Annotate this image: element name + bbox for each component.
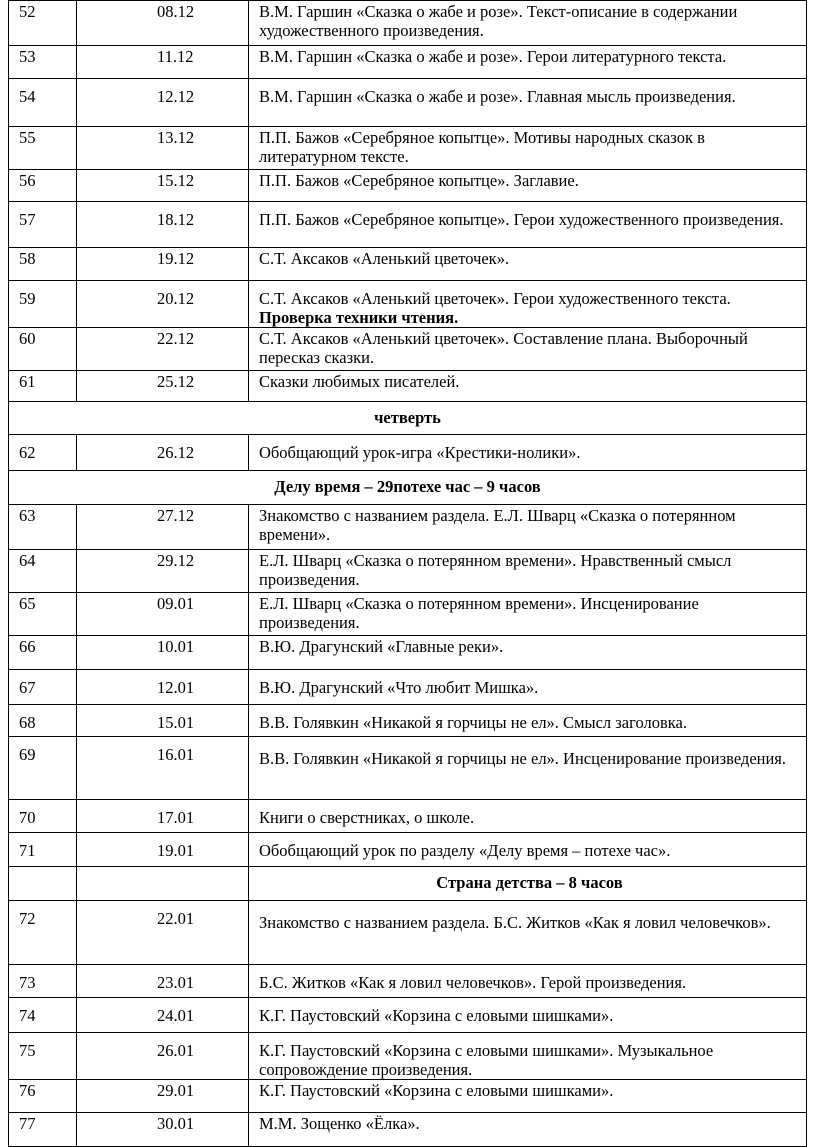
lesson-topic-text: С.Т. Аксаков «Аленький цветочек». Герои художественного текста. [259,289,731,308]
empty-cell [9,867,77,901]
lesson-date: 15.12 [77,170,249,202]
lesson-date: 12.12 [77,79,249,127]
lesson-date: 13.12 [77,127,249,170]
section-row [9,471,807,505]
lesson-number: 56 [9,170,77,202]
table-row [9,505,807,550]
lesson-number: 66 [9,636,77,670]
lesson-number: 58 [9,248,77,281]
lesson-number: 76 [9,1080,77,1113]
lesson-number: 74 [9,998,77,1033]
lesson-date: 29.12 [77,550,249,593]
lesson-number: 61 [9,371,77,402]
lesson-topic: К.Г. Паустовский «Корзина с еловыми шишками». Музыкальное сопровождение произведения. [249,1033,807,1080]
table-row [9,550,807,593]
lesson-number: 71 [9,833,77,867]
lesson-date: 30.01 [77,1113,249,1147]
lesson-date: 26.01 [77,1033,249,1080]
lesson-date: 16.01 [77,737,249,800]
lesson-topic: П.П. Бажов «Серебряное копытце». Мотивы народных сказок в литературном тексте. [249,127,807,170]
lesson-date: 12.01 [77,670,249,705]
lesson-plan-table [8,0,807,1147]
section-row [9,402,807,435]
lesson-date: 19.01 [77,833,249,867]
lesson-date: 08.12 [77,1,249,46]
lesson-date: 26.12 [77,435,249,471]
lesson-date: 19.12 [77,248,249,281]
table-row [9,127,807,170]
lesson-date: 24.01 [77,998,249,1033]
table-row [9,1033,807,1080]
lesson-number: 64 [9,550,77,593]
table-row [9,670,807,705]
lesson-date: 11.12 [77,46,249,79]
lesson-date: 22.12 [77,328,249,371]
lesson-topic: В.В. Голявкин «Никакой я горчицы не ел». Инсценирование произведения. [249,737,807,800]
lesson-date: 15.01 [77,705,249,737]
table-row [9,705,807,737]
lesson-topic: П.П. Бажов «Серебряное копытце». Заглавие. [249,170,807,202]
lesson-number: 68 [9,705,77,737]
lesson-date: 29.01 [77,1080,249,1113]
lesson-topic: Обобщающий урок-игра «Крестики-нолики». [249,435,807,471]
table-row [9,328,807,371]
lesson-topic: Знакомство с названием раздела. Е.Л. Шварц «Сказка о потерянном времени». [249,505,807,550]
table-row [9,281,807,328]
lesson-topic: В.Ю. Драгунский «Главные реки». [249,636,807,670]
table-row [9,998,807,1033]
lesson-topic: В.М. Гаршин «Сказка о жабе и розе». Герои литературного текста. [249,46,807,79]
lesson-topic-bold: Проверка техники чтения. [259,308,459,327]
lesson-number: 59 [9,281,77,328]
lesson-date: 23.01 [77,965,249,998]
table-row [9,1080,807,1113]
section-heading-business: Делу время – 29потехе час – 9 часов [9,471,807,505]
lesson-number: 62 [9,435,77,471]
lesson-date: 22.01 [77,901,249,965]
lesson-date: 18.12 [77,202,249,248]
lesson-number: 70 [9,800,77,833]
table-row [9,371,807,402]
lesson-topic: Книги о сверстниках, о школе. [249,800,807,833]
lesson-topic: П.П. Бажов «Серебряное копытце». Герои художественного произведения. [249,202,807,248]
lesson-topic: В.М. Гаршин «Сказка о жабе и розе». Текст-описание в содержании художественного произведения. [249,1,807,46]
lesson-date: 10.01 [77,636,249,670]
lesson-number: 57 [9,202,77,248]
table-row [9,901,807,965]
table-row [9,46,807,79]
lesson-topic [249,281,807,328]
lesson-topic: К.Г. Паустовский «Корзина с еловыми шишками». [249,998,807,1033]
lesson-number: 52 [9,1,77,46]
table-row [9,965,807,998]
lesson-number: 63 [9,505,77,550]
lesson-date: 20.12 [77,281,249,328]
lesson-number: 65 [9,593,77,636]
lesson-topic: Е.Л. Шварц «Сказка о потерянном времени». Инсценирование произведения. [249,593,807,636]
table-row [9,833,807,867]
lesson-topic: В.В. Голявкин «Никакой я горчицы не ел». Смысл заголовка. [249,705,807,737]
table-row [9,1113,807,1147]
table-row [9,79,807,127]
table-row [9,1,807,46]
lesson-number: 55 [9,127,77,170]
table-row [9,202,807,248]
lesson-date: 17.01 [77,800,249,833]
table-row [9,593,807,636]
lesson-date: 27.12 [77,505,249,550]
lesson-date: 25.12 [77,371,249,402]
lesson-topic: М.М. Зощенко «Ёлка». [249,1113,807,1147]
section-row [9,867,807,901]
lesson-number: 77 [9,1113,77,1147]
lesson-topic: В.М. Гаршин «Сказка о жабе и розе». Главная мысль произведения. [249,79,807,127]
lesson-topic: Б.С. Житков «Как я ловил человечков». Герой произведения. [249,965,807,998]
table-row [9,737,807,800]
lesson-topic: Е.Л. Шварц «Сказка о потерянном времени». Нравственный смысл произведения. [249,550,807,593]
table-row [9,435,807,471]
lesson-number: 53 [9,46,77,79]
lesson-topic: Знакомство с названием раздела. Б.С. Житков «Как я ловил человечков». [249,901,807,965]
empty-cell [77,867,249,901]
lesson-number: 54 [9,79,77,127]
table-row [9,170,807,202]
table-row [9,636,807,670]
lesson-topic: С.Т. Аксаков «Аленький цветочек». Составление плана. Выборочный пересказ сказки. [249,328,807,371]
lesson-topic: Обобщающий урок по разделу «Делу время – потехе час». [249,833,807,867]
lesson-number: 60 [9,328,77,371]
lesson-number: 75 [9,1033,77,1080]
lesson-topic: С.Т. Аксаков «Аленький цветочек». [249,248,807,281]
lesson-topic: В.Ю. Драгунский «Что любит Мишка». [249,670,807,705]
lesson-number: 69 [9,737,77,800]
section-heading-quarter: четверть [9,402,807,435]
lesson-topic: К.Г. Паустовский «Корзина с еловыми шишками». [249,1080,807,1113]
lesson-date: 09.01 [77,593,249,636]
section-heading-childhood: Страна детства – 8 часов [249,867,807,901]
lesson-number: 73 [9,965,77,998]
lesson-topic: Сказки любимых писателей. [249,371,807,402]
lesson-number: 67 [9,670,77,705]
table-row [9,248,807,281]
lesson-number: 72 [9,901,77,965]
table-row [9,800,807,833]
